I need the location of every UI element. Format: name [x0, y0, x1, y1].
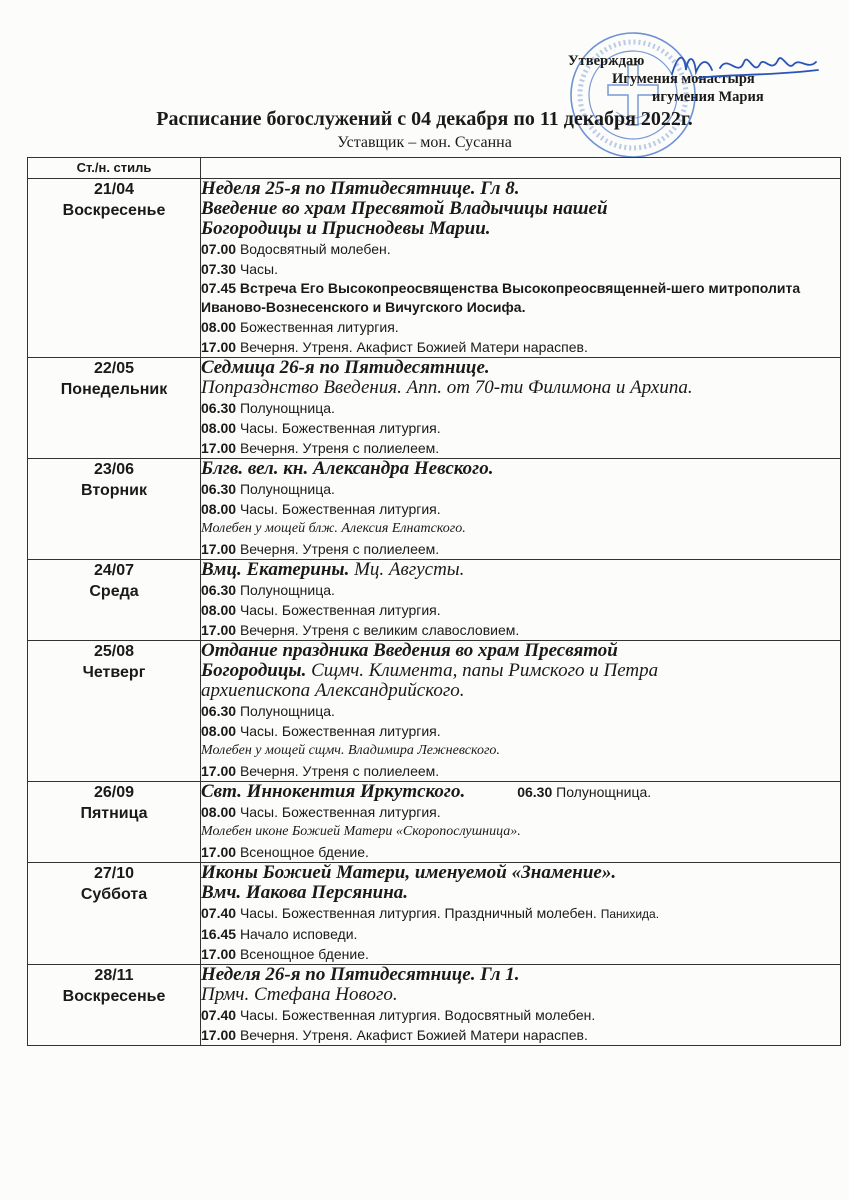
service-text: Водосвятный молебен.	[239, 241, 391, 257]
weekday: Вторник	[80, 482, 148, 499]
service-text: Вечерня. Утреня с полиелеем.	[239, 763, 440, 779]
date-cell	[28, 179, 201, 358]
service-time: 06.30	[517, 784, 553, 800]
service-time: 17.00	[201, 440, 237, 456]
service-time: 08.00	[201, 602, 237, 618]
service-time: 06.30	[201, 582, 237, 598]
moleben-note: Молебен у мощей сщмч. Владимира Лежневского.	[201, 743, 500, 758]
date-value: 21/04	[93, 181, 135, 198]
service-line	[201, 944, 840, 964]
weekday: Воскресенье	[62, 988, 166, 1005]
service-time: 06.30	[201, 481, 237, 497]
service-text: Часы. Божественная литургия. Водосвятный молебен.	[239, 1007, 596, 1023]
service-text: Часы.	[239, 261, 279, 277]
service-line	[201, 259, 840, 279]
table-row	[28, 459, 841, 560]
service-line	[201, 842, 840, 862]
service-text: Полунощница.	[239, 582, 335, 598]
service-line	[201, 802, 840, 822]
service-time: 07.40	[201, 1007, 237, 1023]
feast-heading	[201, 782, 840, 802]
schedule-table	[27, 157, 841, 1046]
service-line	[201, 479, 840, 499]
column-header-style: Ст./н. стиль	[28, 158, 201, 179]
service-line	[201, 539, 840, 559]
service-text: Всенощное бдение.	[239, 946, 369, 962]
service-time: 07.00	[201, 241, 237, 257]
service-text: Полунощница.	[556, 784, 652, 800]
table-row	[28, 358, 841, 459]
date-cell	[28, 641, 201, 782]
date-cell	[28, 965, 201, 1046]
page-subtitle: Уставщик – мон. Сусанна	[337, 134, 512, 151]
service-text: Начало исповеди.	[239, 926, 358, 942]
service-line	[201, 580, 840, 600]
table-row	[28, 965, 841, 1046]
service-text: Божественная литургия.	[239, 319, 399, 335]
date-cell	[28, 782, 201, 863]
feast-heading: Неделя 26-я по Пятидесятнице. Гл 1.	[201, 964, 520, 985]
feast-heading: Вмч. Иакова Персянина.	[201, 882, 409, 903]
feast-heading: Блгв. вел. кн. Александра Невского.	[201, 458, 494, 479]
service-time: 07.30	[201, 261, 237, 277]
service-time: 17.00	[201, 946, 237, 962]
service-time: 16.45	[201, 926, 237, 942]
service-text: Полунощница.	[239, 400, 335, 416]
service-text: Вечерня. Утреня с полиелеем.	[239, 541, 440, 557]
service-time: 17.00	[201, 622, 237, 638]
table-row	[28, 641, 841, 782]
inline-service	[465, 784, 651, 800]
page-title: Расписание богослужений с 04 декабря по 11 декабря 2022г.	[156, 108, 693, 130]
service-time: 08.00	[201, 804, 237, 820]
feast-heading	[201, 661, 840, 681]
date-value: 24/07	[93, 562, 135, 579]
service-time: 08.00	[201, 723, 237, 739]
services-cell	[201, 459, 841, 560]
services-cell	[201, 179, 841, 358]
service-time: 17.00	[201, 541, 237, 557]
table-row	[28, 560, 841, 641]
service-text: Вечерня. Утреня. Акафист Божией Матери нараспев.	[239, 1027, 588, 1043]
services-cell	[201, 863, 841, 965]
services-cell	[201, 358, 841, 459]
feast-heading: Попразднство Введения. Апп. от 70-ти Филимона и Архипа.	[201, 377, 693, 398]
date-value: 26/09	[93, 784, 135, 801]
weekday: Воскресенье	[62, 202, 166, 219]
service-line	[201, 701, 840, 721]
feast-heading-bold: Свт. Иннокентия Иркутского.	[201, 781, 466, 802]
table-row	[28, 179, 841, 358]
service-line	[201, 499, 840, 519]
weekday: Суббота	[80, 886, 148, 903]
service-time: 08.00	[201, 420, 237, 436]
feast-heading: Седмица 26-я по Пятидесятнице.	[201, 357, 490, 378]
feast-heading: Иконы Божией Матери, именуемой «Знамение».	[201, 862, 617, 883]
service-line	[201, 337, 840, 357]
service-time: 17.00	[201, 844, 237, 860]
column-header-content	[201, 158, 841, 179]
service-time: 06.30	[201, 703, 237, 719]
date-cell	[28, 459, 201, 560]
approval-line-position: Игумения монастыря	[612, 71, 755, 87]
feast-heading: Богородицы и Приснодевы Марии.	[201, 218, 491, 239]
feast-heading-bold: Богородицы.	[201, 660, 307, 681]
service-line	[201, 903, 840, 924]
date-cell	[28, 560, 201, 641]
service-time: 17.00	[201, 339, 237, 355]
service-text-small: Панихида.	[600, 907, 660, 921]
service-line	[201, 398, 840, 418]
weekday: Четверг	[82, 664, 146, 681]
service-line	[201, 620, 840, 640]
date-cell	[28, 358, 201, 459]
feast-heading	[201, 560, 840, 580]
weekday: Среда	[89, 583, 139, 600]
service-line	[201, 418, 840, 438]
service-text: Вечерня. Утреня с великим славословием.	[239, 622, 520, 638]
handwritten-signature	[668, 48, 828, 82]
service-time: 06.30	[201, 400, 237, 416]
date-cell	[28, 863, 201, 965]
service-text: Вечерня. Утреня с полиелеем.	[239, 440, 440, 456]
service-line	[201, 761, 840, 781]
service-time: 17.00	[201, 763, 237, 779]
service-text: Часы. Божественная литургия.	[239, 501, 441, 517]
service-line	[201, 317, 840, 337]
service-text: Часы. Божественная литургия.	[239, 723, 441, 739]
date-value: 23/06	[93, 461, 135, 478]
service-text: Часы. Божественная литургия.	[239, 804, 441, 820]
feast-heading: Отдание праздника Введения во храм Пресвятой	[201, 640, 618, 661]
feast-heading: Неделя 25-я по Пятидесятнице. Гл 8.	[201, 178, 520, 199]
weekday: Пятница	[80, 805, 148, 822]
service-line	[201, 438, 840, 458]
feast-heading: Введение во храм Пресвятой Владычицы нашей	[201, 198, 608, 219]
feast-heading-bold: Вмц. Екатерины.	[201, 559, 350, 580]
table-row	[28, 782, 841, 863]
service-time: 07.40	[201, 905, 237, 921]
service-text: Часы. Божественная литургия.	[239, 420, 441, 436]
service-text: Вечерня. Утреня. Акафист Божией Матери нараспев.	[239, 339, 588, 355]
service-text: Часы. Божественная литургия. Праздничный молебен.	[239, 905, 597, 921]
service-text: Полунощница.	[239, 703, 335, 719]
service-time: 08.00	[201, 319, 237, 335]
services-cell	[201, 965, 841, 1046]
weekday: Понедельник	[60, 381, 168, 398]
date-value: 27/10	[93, 865, 135, 882]
feast-heading: Прмч. Стефана Нового.	[201, 984, 398, 1005]
service-text: Всенощное бдение.	[239, 844, 369, 860]
feast-heading-rest: Мц. Августы.	[354, 559, 465, 580]
service-line	[201, 239, 840, 259]
feast-heading-rest: Сщмч. Климента, папы Римского и Петра	[311, 660, 659, 681]
date-value: 22/05	[93, 360, 135, 377]
date-value: 28/11	[94, 967, 134, 984]
moleben-note: Молебен у мощей блж. Алексия Елнатского.	[201, 521, 466, 536]
services-cell	[201, 782, 841, 863]
approval-line-approve: Утверждаю	[568, 53, 645, 69]
service-time: 08.00	[201, 501, 237, 517]
service-line-bold: 07.45 Встреча Его Высокопреосвященства Высокопреосвященней-шего митрополита Иваново-Вознесенского и Вичугского Иосифа.	[201, 280, 801, 315]
service-line	[201, 1005, 840, 1025]
service-text: Часы. Божественная литургия.	[239, 602, 441, 618]
service-line	[201, 721, 840, 741]
service-line	[201, 1025, 840, 1045]
services-cell	[201, 560, 841, 641]
moleben-note: Молебен иконе Божией Матери «Скоропослушница».	[201, 824, 521, 839]
table-header-row	[28, 158, 841, 179]
service-line	[201, 924, 840, 944]
table-row	[28, 863, 841, 965]
service-line	[201, 600, 840, 620]
service-time: 17.00	[201, 1027, 237, 1043]
feast-heading: архиепископа Александрийского.	[201, 680, 465, 701]
services-cell	[201, 641, 841, 782]
date-value: 25/08	[93, 643, 135, 660]
service-text: Полунощница.	[239, 481, 335, 497]
approval-line-name: игумения Мария	[652, 89, 764, 105]
